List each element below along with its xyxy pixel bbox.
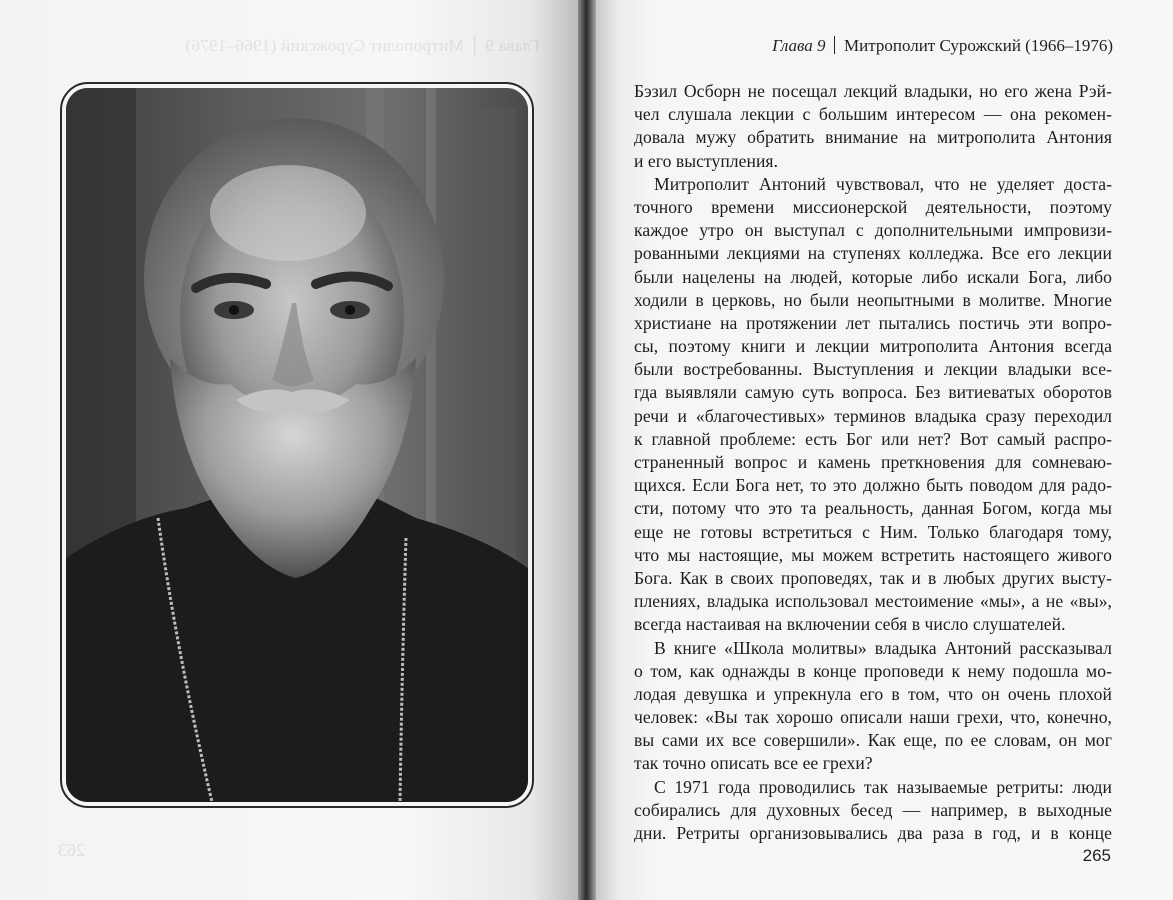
text-line: и его выступления. bbox=[634, 150, 779, 171]
text-line: ходили в церковь, но были неопытными в молитве. Многие bbox=[634, 289, 1112, 310]
text-line: чел слушала лекции с большим интересом — она рекомен- bbox=[634, 104, 1112, 125]
text-line: о том, как однажды в конце проповеди к нему подошла мо- bbox=[634, 660, 1112, 681]
text-line: Бэзил Осборн не посещал лекций владыки, но его жена Рэй- bbox=[634, 81, 1112, 101]
text-line: сти, потому что это та реальность, данная Богом, когда мы bbox=[634, 498, 1112, 519]
text-line: Митрополит Антоний чувствовал, что не уделяет доста- bbox=[654, 173, 1112, 194]
page-number: 265 bbox=[1082, 846, 1111, 865]
text-line: каждое утро он выступал с дополнительными импровизи- bbox=[634, 220, 1112, 241]
left-page bbox=[0, 0, 578, 900]
text-line: к главной проблеме: есть Бог или нет? Вот самый распро- bbox=[634, 428, 1112, 449]
text-line: В книге «Школа молитвы» владыка Антоний рассказывал bbox=[654, 637, 1112, 658]
text-line: были нацелены на людей, которые либо искали Бога, либо bbox=[634, 266, 1112, 287]
text-line: точного времени миссионерской деятельности, поэтому bbox=[634, 196, 1112, 217]
book-gutter bbox=[578, 0, 596, 900]
text-line: речи и «благочестивых» терминов владыка сразу переходил bbox=[634, 405, 1112, 426]
bleed-through-header: Глава 9 │ Митрополит Сурожский (1966–1976) bbox=[185, 36, 540, 55]
chapter-label: Глава 9 bbox=[772, 36, 826, 55]
running-head bbox=[772, 36, 1113, 56]
text-line: рованными лекциями на ступенях колледжа. Все его лекции bbox=[634, 243, 1112, 264]
portrait-photo bbox=[66, 88, 528, 802]
text-line: вы сами их все совершили». Как еще, по ее словам, он мог bbox=[634, 730, 1112, 751]
text-line: плениях, владыка использовал местоимение «мы», а не «вы», bbox=[634, 591, 1112, 612]
text-line: собирались для духовных бесед — например, в выходные bbox=[634, 799, 1112, 820]
text-line: сы, поэтому книги и лекции митрополита Антония всегда bbox=[634, 336, 1112, 357]
text-line: были востребованны. Выступления и лекции владыки все- bbox=[634, 359, 1112, 380]
text-line: С 1971 года проводились так называемые ретриты: люди bbox=[654, 776, 1112, 797]
text-line: человек: «Вы так хорошо описали наши грехи, что, конечно, bbox=[634, 707, 1112, 728]
text-line: дни. Ретриты организовывались два раза в год, и в конце bbox=[634, 823, 1112, 843]
text-line: что мы настоящие, мы можем встретить настоящего живого bbox=[634, 544, 1112, 565]
text-line: щихся. Если Бога нет, то это должно быть поводом для радо- bbox=[634, 475, 1112, 496]
body-text bbox=[634, 80, 1112, 845]
text-line: христиане на протяжении лет пытались постичь эти вопро- bbox=[634, 312, 1112, 333]
text-line: всегда настаивая на включении себя в число слушателей. bbox=[634, 614, 1066, 635]
text-line: Бога. Как в своих проповедях, так и в любых других высту- bbox=[634, 567, 1112, 588]
text-line: довала мужу обратить внимание на митрополита Антония bbox=[634, 127, 1112, 148]
text-line: страненный вопрос и камень преткновения для сомневаю- bbox=[634, 452, 1112, 472]
text-line: лодая девушка и упрекнула его в том, что он очень плохой bbox=[634, 683, 1112, 704]
running-head-separator bbox=[834, 36, 836, 54]
chapter-title: Митрополит Сурожский (1966–1976) bbox=[844, 36, 1113, 55]
text-line: еще не готовы встретиться с Ним. Только благодаря тому, bbox=[634, 521, 1112, 542]
text-line: гда выявляли самую суть вопроса. Без витиеватых оборотов bbox=[634, 382, 1112, 403]
text-line: так точно описать все ее грехи? bbox=[634, 753, 873, 774]
bleed-through-page-number: 263 bbox=[58, 840, 85, 860]
